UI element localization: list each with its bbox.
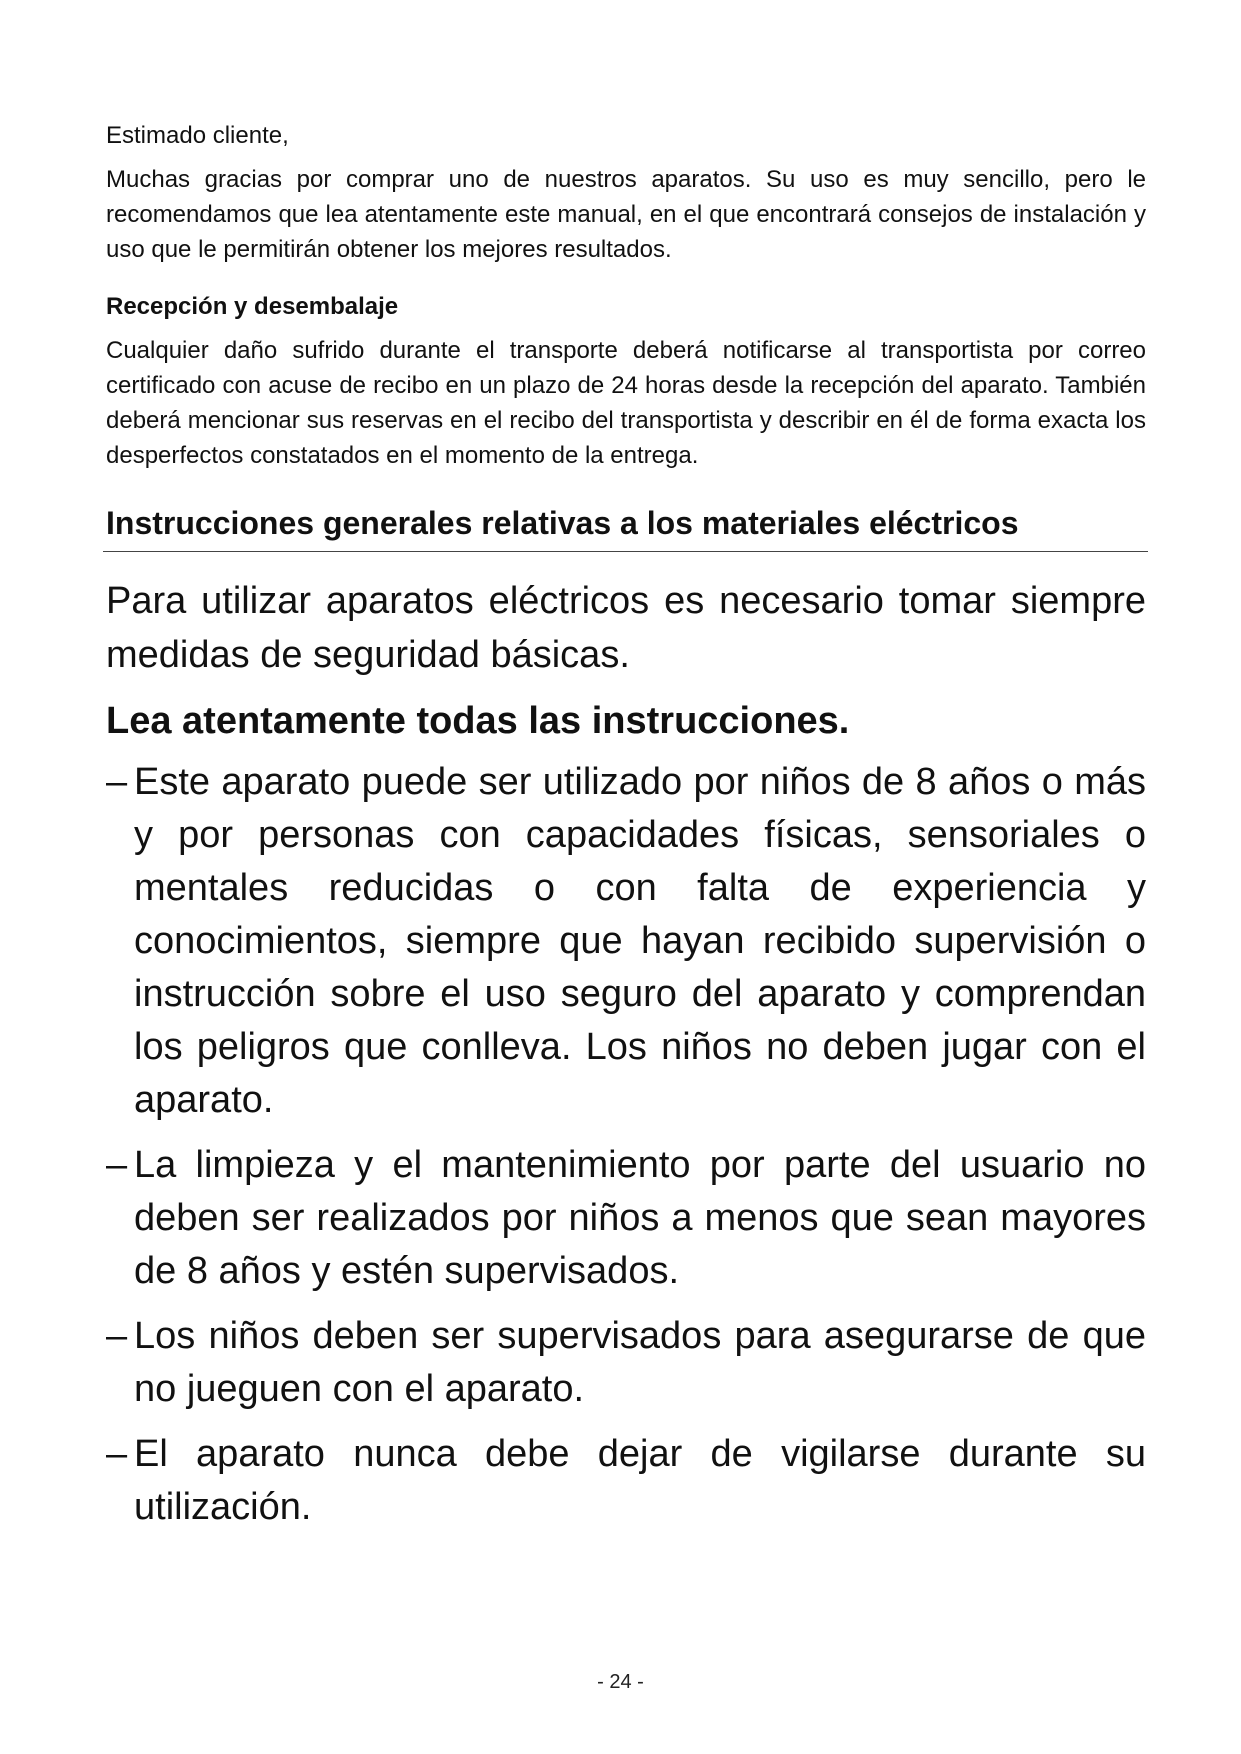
dash-marker: – [106,761,128,803]
bullet-text: Este aparato puede ser utilizado por niños de 8 años o más y por personas con capacidades físicas, sensoriales o mentales reducidas o con falta de experiencia y conocimientos, siempre que hayan recibido supervisión o instrucción sobre el uso seguro del aparato y comprendan los peligros que conlleva. Los niños no deben jugar con el aparato. [134,761,1146,1121]
greeting: Estimado cliente, [106,122,289,149]
electrical-section-title: Instrucciones generales relativas a los materiales eléctricos [103,501,1148,552]
bullet-text: La limpieza y el mantenimiento por parte del usuario no deben ser realizados por niños a menos que sean mayores de 8 años y estén supervisados. [134,1144,1146,1292]
dash-marker: – [106,1144,128,1186]
manual-page [106,118,1146,1546]
list-item [106,756,1146,1127]
page-number: - 24 - [597,1671,644,1693]
list-item [106,1139,1146,1298]
safety-bullet-list [106,756,1146,1534]
reception-heading: Recepción y desembalaje [106,293,399,320]
list-item [106,1428,1146,1534]
bullet-text: Los niños deben ser supervisados para asegurarse de que no jueguen con el aparato. [134,1315,1146,1410]
dash-marker: – [106,1315,128,1357]
read-instructions-emphasis: Lea atentamente todas las instrucciones. [106,700,850,742]
reception-text: Cualquier daño sufrido durante el transporte deberá notificarse al transportista por correo certificado con acuse de recibo en un plazo de 24 horas desde la recepción del aparato. También deberá mencionar sus reservas en el recibo del transportista y describir en él de forma exacta los desperfectos constatados en el momento de la entrega. [106,337,1146,469]
intro-paragraph: Muchas gracias por comprar uno de nuestros aparatos. Su uso es muy sencillo, pero le recomendamos que lea atentamente este manual, en el que encontrará consejos de instalación y uso que le permitirán obtener los mejores resultados. [106,166,1146,263]
dash-marker: – [106,1433,128,1475]
electrical-intro: Para utilizar aparatos eléctricos es necesario tomar siempre medidas de seguridad básicas. [106,580,1146,676]
list-item [106,1310,1146,1416]
bullet-text: El aparato nunca debe dejar de vigilarse durante su utilización. [134,1433,1146,1528]
